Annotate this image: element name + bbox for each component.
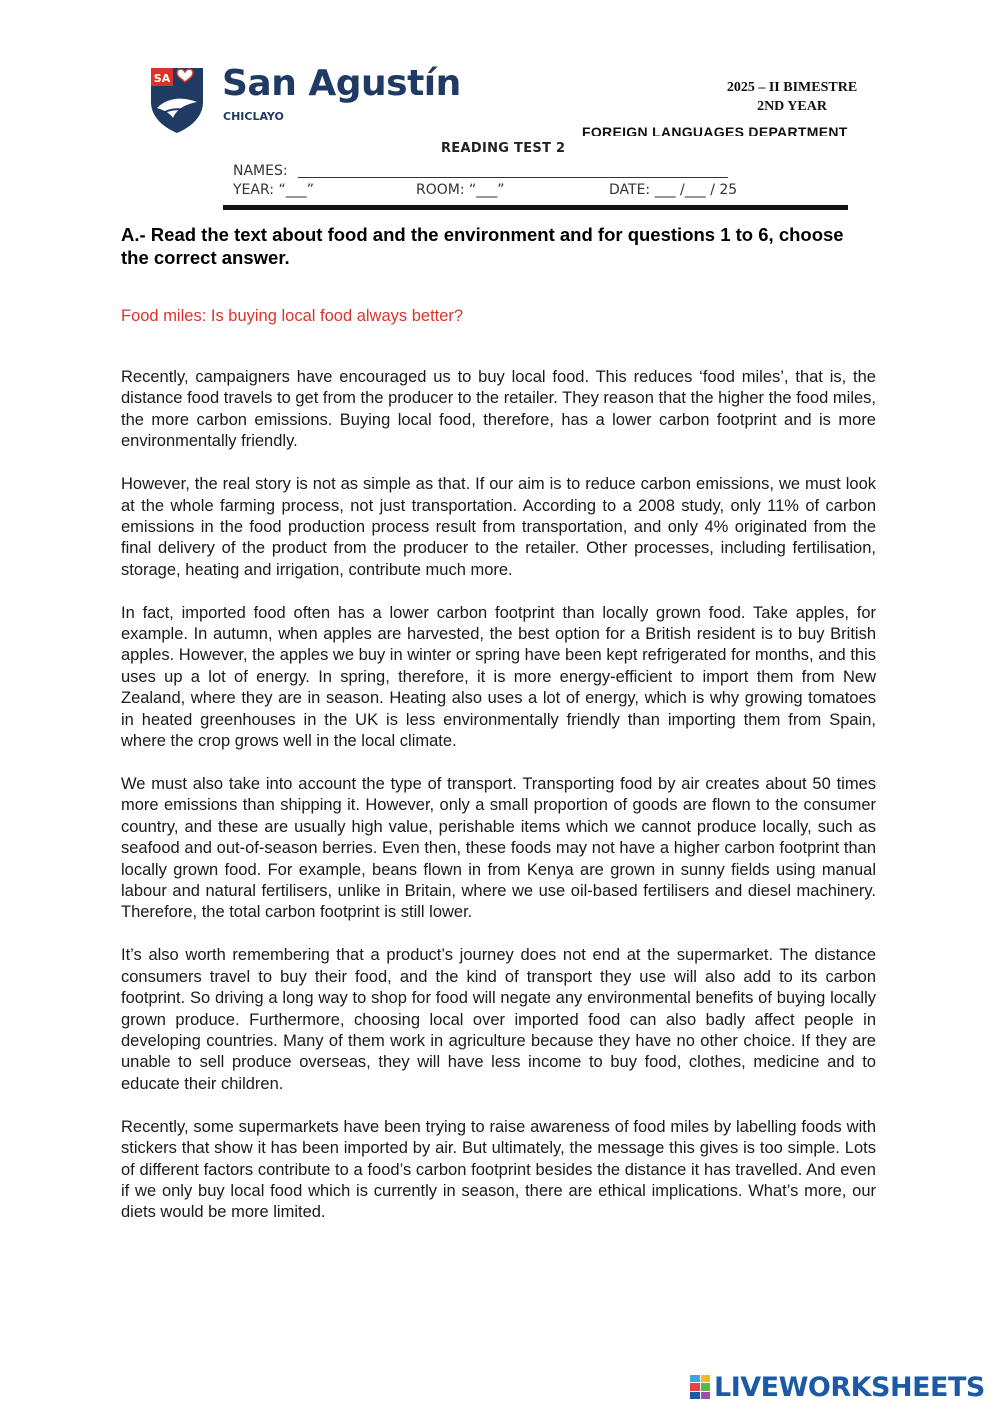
year-field[interactable]: YEAR: “___” [233,182,314,198]
logo-badge-text: SA [153,72,171,85]
article-paragraph: Recently, campaigners have encouraged us to buy local food. This reduces ‘food miles’, that is, the distance food travels to get from the producer to the retailer. They reason that the higher the food miles, the more carbon emissions. Buying local food, therefore, has a lower carbon footprint and is more environmentally friendly. [121,368,876,451]
article-paragraph: Recently, some supermarkets have been trying to raise awareness of food miles by labelling foods with stickers that show it has been imported by air. But ultimately, the message this gives is too simple. Lots of different factors contribute to a food’s carbon footprint besides the distance it has travelled. And even if we only buy local food which is currently in season, there are ethical implications. What’s more, our diets would be more limited. [121,1117,876,1222]
department-label: FOREIGN LANGUAGES DEPARTMENT [582,124,848,136]
bimestre-label: 2025 – II BIMESTRE [726,80,858,95]
room-field[interactable]: ROOM: “___” [416,182,505,198]
article-paragraph: It’s also worth remembering that a product’s journey does not end at the supermarket. The distance consumers travel to buy their food, and the kind of transport they use will also add to its carbon footprint. So driving a long way to shop for food will negate any environmental benefits of buying locally grown produce. Furthermore, choosing local over imported food can also badly affect people in developing countries. Many of them work in agriculture because they have no other choice. If they are unable to sell produce overseas, they will have less income to buy food, clothes, medicine and to educate their children. [121,946,876,1093]
school-city: CHICLAYO [223,110,284,123]
test-title: READING TEST 2 [441,141,566,156]
date-field[interactable]: DATE: ___ /___ / 25 [609,182,738,198]
article-paragraph: We must also take into account the type of transport. Transporting food by air creates about 50 times more emissions than shipping it. However, only a small proportion of goods are flown to the consumer country, and these are usually high value, perishable items which we cannot produce locally, such as seafood and out-of-season berries. Even then, these foods may not have a higher carbon footprint than locally grown food. For example, beans flown in from Kenya are grown in sunny fields using manual labour and natural fertilisers, unlike in Britain, where we use oil-based fertilisers and diesel machinery. Therefore, the total carbon footprint is still lower. [121,775,876,922]
liveworksheets-icon [690,1375,710,1399]
article-paragraph: In fact, imported food often has a lower carbon footprint than locally grown food. Take apples, for example. In autumn, when apples are harvested, the best option for a British resident is to buy British apples. However, the apples we buy in winter or spring have been kept refrigerated for months, and this uses up a lot of energy. In spring, therefore, it is more energy-efficient to import them from New Zealand, where they are in season. Heating also uses a lot of energy, which is why growing tomatoes in heated greenhouses in the UK is less environmentally friendly than importing them from Spain, where the crop grows well in the local climate. [121,603,876,751]
instructions: A.- Read the text about food and the environment and for questions 1 to 6, choose the correct answer. [121,224,844,268]
school-name: San Agustín [222,63,461,104]
article-paragraph: However, the real story is not as simple as that. If our aim is to reduce carbon emissions, we must look at the whole farming process, not just transportation. According to a 2008 study, only 11% of carbon emissions in the food production process result from transportation, and only 4% originated from the final delivery of the product from the producer to the retailer. Other processes, including fertilisation, storage, heating and irrigation, contribute much more. [121,475,876,579]
names-field-line[interactable] [298,177,728,178]
school-logo-shield [147,62,207,134]
department-clip [582,122,892,136]
names-label: NAMES: [233,163,288,179]
liveworksheets-watermark[interactable] [690,1372,985,1402]
watermark-text: LIVEWORKSHEETS [714,1371,985,1403]
article-body [121,367,876,1245]
article-title: Food miles: Is buying local food always better? [121,307,464,325]
term-info [700,78,884,116]
year-level-label: 2ND YEAR [757,99,827,114]
header-divider [223,205,848,210]
